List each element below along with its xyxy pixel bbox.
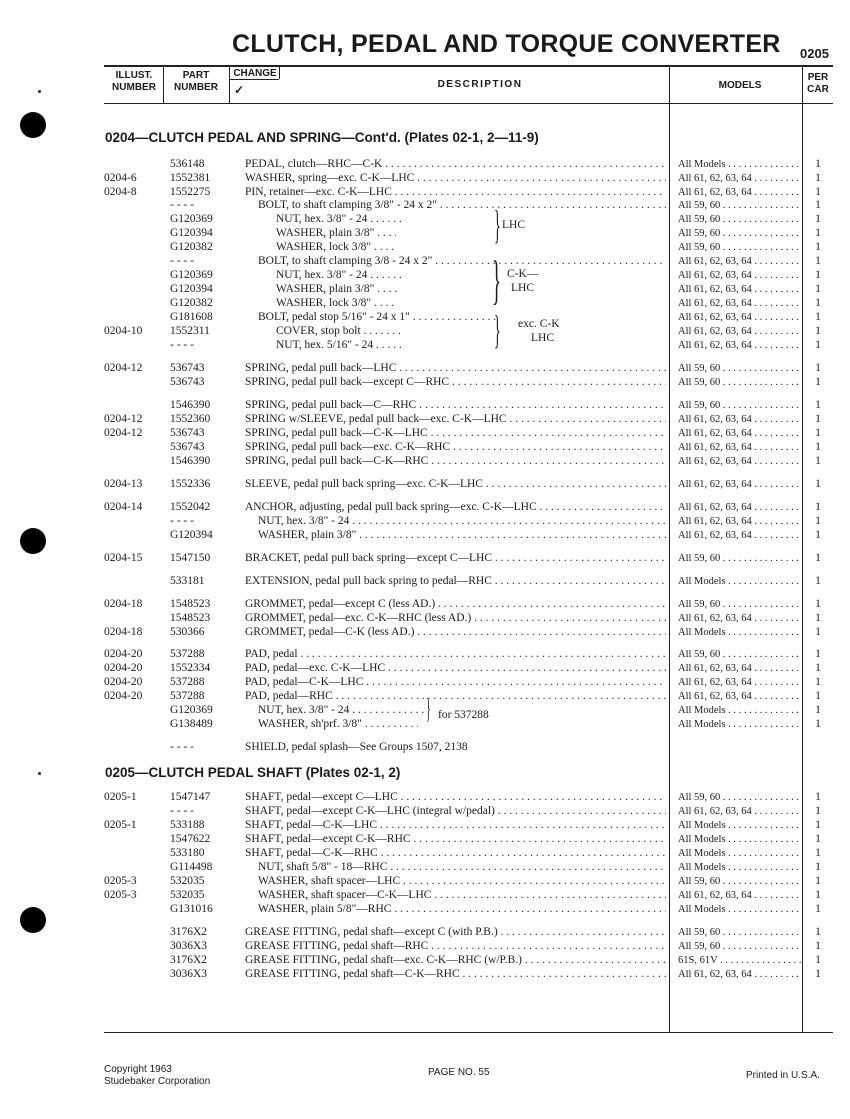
models: All 61, 62, 63, 64 . . . <box>678 297 802 310</box>
table-row <box>0 926 850 939</box>
printed-in: Printed in U.S.A. <box>746 1070 820 1081</box>
part-number: 532035 <box>170 889 205 901</box>
models: All 59, 60 . . . <box>678 241 802 254</box>
table-row <box>0 598 850 611</box>
table-row <box>0 847 850 860</box>
description: WASHER, plain 3/8" . . . <box>276 283 398 296</box>
part-number: - - - - <box>170 199 194 211</box>
table-row <box>0 875 850 888</box>
part-number: G120382 <box>170 241 213 253</box>
part-number: 533188 <box>170 819 205 831</box>
description: GROMMET, pedal—except C (less AD.) . . . <box>245 598 666 611</box>
models: All 59, 60 . . . <box>678 940 802 953</box>
part-number: G131016 <box>170 903 213 915</box>
description: WASHER, lock 3/8" . . . <box>276 241 396 254</box>
description: ANCHOR, adjusting, pedal pull back spring—exc. C-K—LHC . . . <box>245 501 666 514</box>
part-number: 533180 <box>170 847 205 859</box>
header-bottom-rule <box>104 103 833 104</box>
description: SHAFT, pedal—except C-K—RHC . . . <box>245 833 666 846</box>
header-per-car: PER CAR <box>807 72 829 95</box>
models: All 59, 60 . . . <box>678 598 802 611</box>
description: GROMMET, pedal—C-K (less AD.) . . . <box>245 626 666 639</box>
page-title: CLUTCH, PEDAL AND TORQUE CONVERTER <box>232 30 781 58</box>
description: SPRING, pedal pull back—C-K—LHC . . . <box>245 427 666 440</box>
illust-number: 0204-13 <box>104 478 143 490</box>
part-number: 536743 <box>170 376 205 388</box>
part-number: 530366 <box>170 626 205 638</box>
table-row <box>0 612 850 625</box>
models: All 61, 62, 63, 64 . . . <box>678 690 802 703</box>
description: SPRING, pedal pull back—C—RHC . . . <box>245 399 666 412</box>
section-heading-0205: 0205—CLUTCH PEDAL SHAFT (Plates 02-1, 2) <box>105 765 401 780</box>
illust-number: 0204-14 <box>104 501 143 513</box>
per-car: 1 <box>815 889 821 901</box>
models: All 61, 62, 63, 64 . . . <box>678 968 802 981</box>
note-lhc: LHC <box>511 282 534 294</box>
table-row <box>0 441 850 454</box>
models: All 61, 62, 63, 64 . . . <box>678 455 802 468</box>
part-number: 1552042 <box>170 501 211 513</box>
part-number: 1552311 <box>170 325 210 337</box>
models: All 61, 62, 63, 64 . . . <box>678 427 802 440</box>
part-number: 1546390 <box>170 455 211 467</box>
illust-number: 0204-20 <box>104 648 143 660</box>
per-car: 1 <box>815 413 821 425</box>
header-description: DESCRIPTION <box>437 79 523 90</box>
models: All 61, 62, 63, 64 . . . <box>678 612 802 625</box>
part-number: 536148 <box>170 158 205 170</box>
table-row <box>0 791 850 804</box>
part-number: 533181 <box>170 575 205 587</box>
part-number: G120394 <box>170 529 213 541</box>
per-car: 1 <box>815 875 821 887</box>
table-row <box>0 889 850 902</box>
description: PAD, pedal—RHC . . . <box>245 690 666 703</box>
illust-number: 0205-3 <box>104 875 137 887</box>
description: SPRING, pedal pull back—LHC . . . <box>245 362 666 375</box>
description: NUT, hex. 3/8" - 24 . . . <box>258 704 428 717</box>
section-heading-0204: 0204—CLUTCH PEDAL AND SPRING—Cont'd. (Plates 02-1, 2—11-9) <box>105 130 539 145</box>
part-number: 3176X2 <box>170 926 208 938</box>
description: NUT, hex. 5/16" - 24 . . . <box>276 339 401 352</box>
table-row <box>0 325 850 338</box>
per-car: 1 <box>815 339 821 351</box>
part-number: 1548523 <box>170 612 211 624</box>
table-row <box>0 718 850 731</box>
part-number: - - - - <box>170 339 194 351</box>
models: All 61, 62, 63, 64 . . . <box>678 325 802 338</box>
table-row <box>0 427 850 440</box>
part-number: 536743 <box>170 362 205 374</box>
group-page-number: 0205 <box>800 46 829 61</box>
part-number: - - - - <box>170 515 194 527</box>
scan-mark <box>38 772 41 775</box>
table-row <box>0 269 850 282</box>
models: All 59, 60 . . . <box>678 552 802 565</box>
table-row <box>0 199 850 212</box>
description: PIN, retainer—exc. C-K—LHC . . . <box>245 186 666 199</box>
per-car: 1 <box>815 552 821 564</box>
description: WASHER, plain 5/8"—RHC . . . <box>258 903 666 916</box>
table-row <box>0 704 850 717</box>
illust-number: 0204-15 <box>104 552 143 564</box>
brace-icon: } <box>494 202 501 247</box>
per-car: 1 <box>815 704 821 716</box>
per-car: 1 <box>815 455 821 467</box>
description: SHIELD, pedal splash—See Groups 1507, 2138 <box>245 741 468 753</box>
description: NUT, hex. 3/8" - 24 . . . <box>276 213 401 226</box>
part-number: G114498 <box>170 861 213 873</box>
models: All Models . . . <box>678 158 802 171</box>
models: All 61, 62, 63, 64 . . . <box>678 172 802 185</box>
header-part-number: PART NUMBER <box>174 70 218 93</box>
part-number: 1552334 <box>170 662 211 674</box>
models: All 61, 62, 63, 64 . . . <box>678 662 802 675</box>
brace-icon: } <box>492 250 502 310</box>
per-car: 1 <box>815 158 821 170</box>
description: BOLT, to shaft clamping 3/8 - 24 x 2" . . . <box>258 255 666 268</box>
part-number: 1552381 <box>170 172 211 184</box>
description: GREASE FITTING, pedal shaft—except C (with P.B.) . . . <box>245 926 666 939</box>
description: SPRING, pedal pull back—C-K—RHC . . . <box>245 455 666 468</box>
table-row <box>0 805 850 818</box>
table-row <box>0 283 850 296</box>
illust-number: 0205-1 <box>104 819 137 831</box>
footer-page-number: PAGE NO. 55 <box>428 1067 490 1078</box>
description: SHAFT, pedal—except C—LHC . . . <box>245 791 666 804</box>
illust-number: 0205-1 <box>104 791 137 803</box>
part-number: 1547147 <box>170 791 211 803</box>
models: All Models . . . <box>678 704 802 717</box>
description: COVER, stop bolt . . . <box>276 325 401 338</box>
per-car: 1 <box>815 648 821 660</box>
models: All 61, 62, 63, 64 . . . <box>678 529 802 542</box>
brace-icon: } <box>426 694 431 725</box>
description: SHAFT, pedal—except C-K—LHC (integral w/pedal) . . . <box>245 805 666 818</box>
per-car: 1 <box>815 297 821 309</box>
models: All 61, 62, 63, 64 . . . <box>678 501 802 514</box>
table-row <box>0 575 850 588</box>
description: SHAFT, pedal—C-K—RHC . . . <box>245 847 666 860</box>
part-number: 3036X3 <box>170 940 208 952</box>
part-number: 537288 <box>170 648 205 660</box>
description: BRACKET, pedal pull back spring—except C—LHC . . . <box>245 552 666 565</box>
per-car: 1 <box>815 172 821 184</box>
table-row <box>0 861 850 874</box>
part-number: G120394 <box>170 227 213 239</box>
table-bottom-rule <box>104 1032 833 1033</box>
per-car: 1 <box>815 718 821 730</box>
per-car: 1 <box>815 213 821 225</box>
part-number: 1552360 <box>170 413 211 425</box>
part-number: 537288 <box>170 690 205 702</box>
per-car: 1 <box>815 362 821 374</box>
per-car: 1 <box>815 662 821 674</box>
table-row <box>0 954 850 967</box>
part-number: - - - - <box>170 805 194 817</box>
table-row <box>0 690 850 703</box>
models: All 59, 60 . . . <box>678 875 802 888</box>
table-row <box>0 362 850 375</box>
description: SHAFT, pedal—C-K—LHC . . . <box>245 819 666 832</box>
per-car: 1 <box>815 819 821 831</box>
per-car: 1 <box>815 903 821 915</box>
note-lhc: LHC <box>502 219 525 231</box>
per-car: 1 <box>815 529 821 541</box>
per-car: 1 <box>815 833 821 845</box>
part-number: G120382 <box>170 297 213 309</box>
table-row <box>0 903 850 916</box>
table-row <box>0 172 850 185</box>
per-car: 1 <box>815 805 821 817</box>
models: All 61, 62, 63, 64 . . . <box>678 255 802 268</box>
note-exc-ck: exc. C-K <box>518 318 560 330</box>
header-models: MODELS <box>718 80 762 91</box>
models: All 59, 60 . . . <box>678 791 802 804</box>
models: All 61, 62, 63, 64 . . . <box>678 676 802 689</box>
models: All 61, 62, 63, 64 . . . <box>678 269 802 282</box>
models: All 59, 60 . . . <box>678 926 802 939</box>
part-number: - - - - <box>170 741 194 753</box>
per-car: 1 <box>815 376 821 388</box>
illust-number: 0204-6 <box>104 172 137 184</box>
description: NUT, hex. 3/8" - 24 . . . <box>258 515 666 528</box>
per-car: 1 <box>815 241 821 253</box>
table-row <box>0 241 850 254</box>
description: PAD, pedal . . . <box>245 648 666 661</box>
per-car: 1 <box>815 968 821 980</box>
table-row <box>0 968 850 981</box>
table-row <box>0 455 850 468</box>
models: All Models . . . <box>678 833 802 846</box>
table-row <box>0 819 850 832</box>
per-car: 1 <box>815 598 821 610</box>
part-number: G120369 <box>170 704 213 716</box>
table-row <box>0 833 850 846</box>
description: SPRING, pedal pull back—except C—RHC . . . <box>245 376 666 389</box>
description: WASHER, sh'prf. 3/8" . . . <box>258 718 418 731</box>
scan-mark <box>38 90 41 93</box>
table-row <box>0 515 850 528</box>
table-row <box>0 626 850 639</box>
models: All 61, 62, 63, 64 . . . <box>678 441 802 454</box>
models: All 61, 62, 63, 64 . . . <box>678 478 802 491</box>
models: All Models . . . <box>678 861 802 874</box>
per-car: 1 <box>815 199 821 211</box>
part-number: 1552336 <box>170 478 211 490</box>
per-car: 1 <box>815 676 821 688</box>
description: NUT, hex. 3/8" - 24 . . . <box>276 269 401 282</box>
change-check-icon: ✓ <box>233 83 245 97</box>
part-number: 3176X2 <box>170 954 208 966</box>
per-car: 1 <box>815 325 821 337</box>
description: SLEEVE, pedal pull back spring—exc. C-K—LHC . . . <box>245 478 666 491</box>
part-number: G120369 <box>170 269 213 281</box>
copyright: Copyright 1963 Studebaker Corporation <box>104 1064 211 1087</box>
description: WASHER, shaft spacer—C-K—LHC . . . <box>258 889 666 902</box>
illust-number: 0205-3 <box>104 889 137 901</box>
description: GREASE FITTING, pedal shaft—exc. C-K—RHC (w/P.B.) . . . <box>245 954 666 967</box>
description: EXTENSION, pedal pull back spring to pedal—RHC . . . <box>245 575 666 588</box>
models: All 59, 60 . . . <box>678 199 802 212</box>
per-car: 1 <box>815 791 821 803</box>
description: BOLT, pedal stop 5/16" - 24 x 1" . . . <box>258 311 498 324</box>
per-car: 1 <box>815 926 821 938</box>
table-row <box>0 741 850 754</box>
part-number: 1547150 <box>170 552 211 564</box>
per-car: 1 <box>815 478 821 490</box>
part-number: 532035 <box>170 875 205 887</box>
per-car: 1 <box>815 501 821 513</box>
models: All Models . . . <box>678 847 802 860</box>
part-number: 536743 <box>170 427 205 439</box>
table-row <box>0 413 850 426</box>
description: PAD, pedal—exc. C-K—LHC . . . <box>245 662 666 675</box>
table-row <box>0 297 850 310</box>
models: All 61, 62, 63, 64 . . . <box>678 311 802 324</box>
description: WASHER, plain 3/8" . . . <box>276 227 396 240</box>
table-row <box>0 186 850 199</box>
header-top-rule <box>104 65 833 67</box>
note-for-537288: for 537288 <box>438 709 489 721</box>
models: All 61, 62, 63, 64 . . . <box>678 186 802 199</box>
table-row <box>0 529 850 542</box>
table-row <box>0 213 850 226</box>
description: PAD, pedal—C-K—LHC . . . <box>245 676 666 689</box>
per-car: 1 <box>815 626 821 638</box>
illust-number: 0204-12 <box>104 427 143 439</box>
illust-number: 0204-18 <box>104 598 143 610</box>
models: All 59, 60 . . . <box>678 648 802 661</box>
table-row <box>0 940 850 953</box>
models: All Models . . . <box>678 819 802 832</box>
models: All Models . . . <box>678 626 802 639</box>
binder-hole-top <box>20 112 46 138</box>
models: All 59, 60 . . . <box>678 376 802 389</box>
per-car: 1 <box>815 441 821 453</box>
models: All 59, 60 . . . <box>678 362 802 375</box>
models: All 61, 62, 63, 64 . . . <box>678 339 802 352</box>
models: All 61, 62, 63, 64 . . . <box>678 889 802 902</box>
table-row <box>0 376 850 389</box>
per-car: 1 <box>815 269 821 281</box>
column-rule <box>163 67 164 103</box>
models: All 61, 62, 63, 64 . . . <box>678 283 802 296</box>
illust-number: 0204-18 <box>104 626 143 638</box>
illust-number: 0204-20 <box>104 690 143 702</box>
illust-number: 0204-12 <box>104 413 143 425</box>
per-car: 1 <box>815 847 821 859</box>
illust-number: 0204-8 <box>104 186 137 198</box>
header-illust-number: ILLUST. NUMBER <box>112 70 156 93</box>
part-number: 1552275 <box>170 186 211 198</box>
description: WASHER, spring—exc. C-K—LHC . . . <box>245 172 666 185</box>
part-number: G120394 <box>170 283 213 295</box>
part-number: 1547622 <box>170 833 211 845</box>
per-car: 1 <box>815 515 821 527</box>
per-car: 1 <box>815 186 821 198</box>
models: All Models . . . <box>678 903 802 916</box>
description: WASHER, plain 3/8" . . . <box>258 529 666 542</box>
models: All 59, 60 . . . <box>678 227 802 240</box>
per-car: 1 <box>815 690 821 702</box>
per-car: 1 <box>815 399 821 411</box>
table-row <box>0 227 850 240</box>
brace-icon: } <box>494 307 501 352</box>
table-row <box>0 311 850 324</box>
models: 61S, 61V . . . <box>678 954 802 967</box>
table-row <box>0 478 850 491</box>
per-car: 1 <box>815 575 821 587</box>
part-number: 3036X3 <box>170 968 208 980</box>
description: WASHER, lock 3/8" . . . <box>276 297 398 310</box>
part-number: 1548523 <box>170 598 211 610</box>
description: GREASE FITTING, pedal shaft—RHC . . . <box>245 940 666 953</box>
table-row <box>0 676 850 689</box>
header-change: CHANGE <box>233 68 277 79</box>
per-car: 1 <box>815 255 821 267</box>
table-row <box>0 255 850 268</box>
note-ck: C-K— <box>507 268 539 280</box>
per-car: 1 <box>815 612 821 624</box>
description: WASHER, shaft spacer—LHC . . . <box>258 875 666 888</box>
part-number: G120369 <box>170 213 213 225</box>
table-row <box>0 662 850 675</box>
per-car: 1 <box>815 954 821 966</box>
models: All 59, 60 . . . <box>678 213 802 226</box>
table-row <box>0 158 850 171</box>
note-lhc: LHC <box>531 332 554 344</box>
table-row <box>0 648 850 661</box>
illust-number: 0204-12 <box>104 362 143 374</box>
per-car: 1 <box>815 227 821 239</box>
per-car: 1 <box>815 283 821 295</box>
models: All 61, 62, 63, 64 . . . <box>678 413 802 426</box>
table-row <box>0 501 850 514</box>
description: GREASE FITTING, pedal shaft—C-K—RHC . . . <box>245 968 666 981</box>
part-number: G138489 <box>170 718 213 730</box>
table-row <box>0 552 850 565</box>
models: All 61, 62, 63, 64 . . . <box>678 805 802 818</box>
table-row <box>0 399 850 412</box>
table-row <box>0 339 850 352</box>
description: SPRING, pedal pull back—exc. C-K—RHC . . . <box>245 441 666 454</box>
part-number: - - - - <box>170 255 194 267</box>
description: BOLT, to shaft clamping 3/8" - 24 x 2" . . . <box>258 199 666 212</box>
description: SPRING w/SLEEVE, pedal pull back—exc. C-K—LHC . . . <box>245 413 666 426</box>
illust-number: 0204-20 <box>104 662 143 674</box>
models: All 61, 62, 63, 64 . . . <box>678 515 802 528</box>
part-number: 1546390 <box>170 399 211 411</box>
per-car: 1 <box>815 427 821 439</box>
models: All Models . . . <box>678 718 802 731</box>
description: GROMMET, pedal—exc. C-K—RHC (less AD.) . . . <box>245 612 666 625</box>
per-car: 1 <box>815 311 821 323</box>
description: NUT, shaft 5/8" - 18—RHC . . . <box>258 861 666 874</box>
description: PEDAL, clutch—RHC—C-K . . . <box>245 158 666 171</box>
models: All Models . . . <box>678 575 802 588</box>
per-car: 1 <box>815 861 821 873</box>
illust-number: 0204-20 <box>104 676 143 688</box>
part-number: 536743 <box>170 441 205 453</box>
models: All 59, 60 . . . <box>678 399 802 412</box>
illust-number: 0204-10 <box>104 325 143 337</box>
part-number: 537288 <box>170 676 205 688</box>
per-car: 1 <box>815 940 821 952</box>
part-number: G181608 <box>170 311 213 323</box>
